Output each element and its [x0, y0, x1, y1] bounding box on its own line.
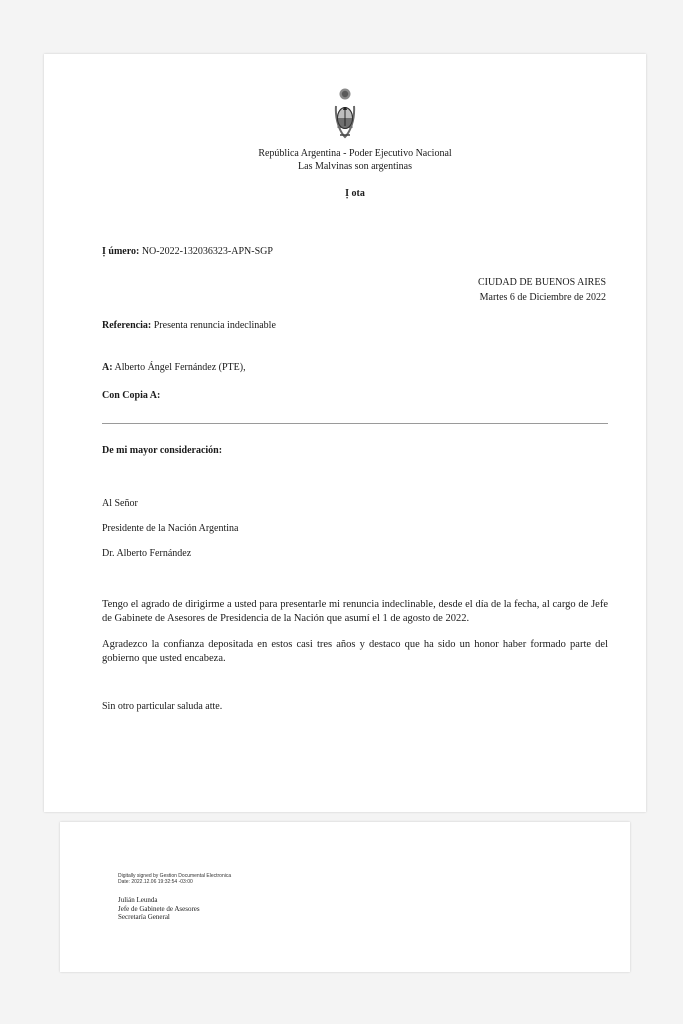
document-number-label-text: úmero: [108, 246, 140, 257]
addressee-line-1: Al Señor [102, 498, 138, 509]
document-page-1 [44, 54, 646, 812]
date: Martes 6 de Diciembre de 2022 [479, 292, 606, 303]
document-type-mark: Ị [345, 188, 350, 199]
document-number [102, 246, 273, 257]
body-paragraph-1: Tengo el agrado de dirigirme a usted para presentarle mi renuncia indeclinable, desde el día de la fecha, al cargo de Jefe de Gabinete de Asesores de Presidencia de la Nación que asumí el 1 de agosto de 2022. [102, 599, 608, 624]
addressee-line-3: Dr. Alberto Fernández [102, 548, 192, 559]
signer-office: Secretaría General [118, 913, 170, 921]
document-number-label [102, 246, 139, 257]
header-line-2: Las Malvinas son argentinas [298, 161, 412, 172]
document-type-text: ota [351, 188, 365, 199]
closing: Sin otro particular saluda atte. [102, 701, 223, 712]
signer-name: Julián Leunda [118, 896, 158, 904]
reference-label: Referencia: [102, 320, 152, 331]
recipient-value: Alberto Ángel Fernández (PTE), [114, 362, 246, 373]
document-number-value: NO-2022-132036323-APN-SGP [141, 246, 273, 257]
reference [102, 320, 276, 331]
addressee-line-2: Presidente de la Nación Argentina [102, 523, 239, 534]
header-line-1: República Argentina - Poder Ejecutivo Nacional [258, 148, 452, 159]
document-type [44, 188, 666, 199]
coat-of-arms-icon [334, 82, 356, 140]
signer-title: Jefe de Gabinete de Asesores [118, 904, 200, 913]
recipient [102, 362, 246, 373]
digital-signature-line-1: Digitally signed by Gestion Documental Electronica [118, 873, 232, 879]
place: CIUDAD DE BUENOS AIRES [477, 277, 606, 288]
body-paragraph-2: Agradezco la confianza depositada en estos casi tres años y destaco que ha sido un honor haber formado parte del gobierno que usted encabeza. [102, 639, 608, 664]
document-page-2 [60, 822, 630, 972]
document-number-mark: Ị [102, 246, 106, 257]
digital-signature-line-2: Date: 2022.12.06 19:32:54 -03:00 [118, 879, 193, 885]
cc-label: Con Copia A: [102, 390, 161, 401]
recipient-label: A: [102, 362, 113, 373]
greeting: De mi mayor consideración: [102, 445, 223, 456]
divider [102, 423, 608, 424]
reference-value: Presenta renuncia indeclinable [153, 320, 276, 331]
